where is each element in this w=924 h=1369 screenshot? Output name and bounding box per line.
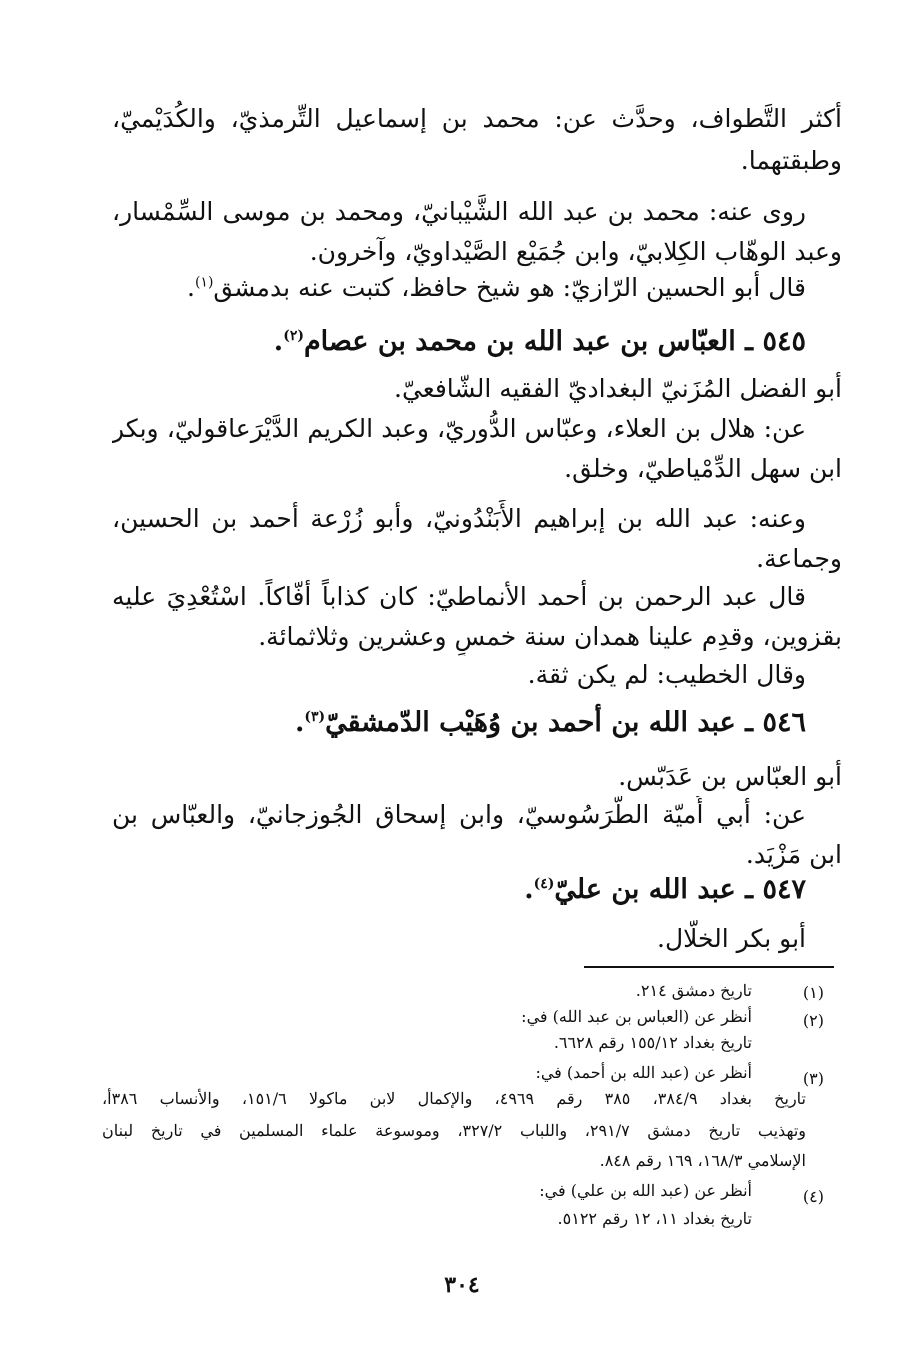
end-period: . [186,273,195,302]
footnote-line-5: تاريخ بغداد ٣٨٤/٩، ٣٨٥ رقم ٤٩٦٩، والإكمال لابن ماكولا ١٥١/٦، والأنساب ٣٨٦أ، [102,1089,806,1108]
footnote-line-8: أنظر عن (عبد الله بن علي) في: [539,1181,752,1200]
footnote-number-1: (١) [802,983,824,1002]
end-period: . [524,874,534,905]
entry-heading-546 [112,703,806,743]
footnote-number-4: (٤) [802,1187,824,1206]
body-line-6: أبو الفضل المُزَنيّ البغداديّ الفقيه الشّافعيّ. [394,374,842,403]
end-period: . [273,326,284,357]
body-line-4: وعبد الوهّاب الكِلابيّ، وابن جُمَيْع الصَّيْداويّ، وآخرون. [309,237,842,266]
footnote-line-6: وتهذيب تاريخ دمشق ٢٩١/٧، واللباب ٣٢٧/٢، وموسوعة علماء المسلمين في تاريخ لبنان [102,1121,806,1140]
entry-heading-546-text: ٥٤٦ ـ عبد الله بن أحمد بن وُهَيْب الدّمشقيّ [325,707,806,738]
body-line-11: قال عبد الرحمن بن أحمد الأنماطيّ: كان كذاباً أفّاكاً. اسْتُعْدِيَ عليه [112,582,806,611]
body-line-5 [112,269,806,307]
footnote-line-9: تاريخ بغداد ١١، ١٢ رقم ٥١٢٢. [557,1209,752,1228]
footnote-marker-2: (٢) [283,328,304,344]
body-line-14: أبو العبّاس بن عَدَبّس. [618,762,842,791]
body-line-16: ابن مَزْيَد. [745,840,842,869]
footnote-marker-1: (١) [194,274,214,291]
footnote-marker-3: (٣) [304,709,326,725]
body-line-7: عن: هلال بن العلاء، وعبّاس الدُّوريّ، وعبد الكريم الدَّيْرَعاقوليّ، وبكر [112,414,806,443]
footnote-line-7: الإسلامي ١٦٨/٣، ١٦٩ رقم ٨٤٨. [599,1151,806,1170]
body-line-9: وعنه: عبد الله بن إبراهيم الأَبَنْدُونيّ، وأبو زُرْعة أحمد بن الحسين، [112,504,806,533]
body-line-12: بقزوين، وقدِم علينا همدان سنة خمسٍ وعشرين وثلاثمائة. [258,622,842,651]
body-line-1: أكثر التَّطواف، وحدَّث عن: محمد بن إسماعيل التِّرمذيّ، والكُدَيْميّ، [112,104,842,133]
footnote-marker-4: (٤) [533,876,555,892]
footnote-number-2: (٢) [802,1011,824,1030]
footnote-divider [584,966,834,968]
footnote-number-3: (٣) [802,1069,824,1088]
body-line-10: وجماعة. [756,544,842,573]
footnote-line-2: أنظر عن (العباس بن عبد الله) في: [521,1007,752,1026]
footnote-line-4: أنظر عن (عبد الله بن أحمد) في: [535,1063,752,1082]
body-line-17: أبو بكر الخلّال. [657,924,806,953]
body-line-15: عن: أبي أُميّة الطَّرَسُوسيّ، وابن إسحاق الجُوزجانيّ، والعبّاس بن [112,800,806,829]
body-line-13: وقال الخطيب: لم يكن ثقة. [527,660,806,689]
page-number: ٣٠٤ [444,1272,480,1298]
body-line-5-text: قال أبو الحسين الرّازيّ: هو شيخ حافظ، كتبت عنه بدمشق [213,273,806,302]
entry-heading-545-text: ٥٤٥ ـ العبّاس بن عبد الله بن محمد بن عصام [303,326,806,357]
end-period: . [294,707,305,738]
entry-heading-547-text: ٥٤٧ ـ عبد الله بن عليّ [554,874,806,905]
entry-heading-545 [112,322,806,362]
body-line-2: وطبقتهما. [740,146,842,175]
body-line-3: روى عنه: محمد بن عبد الله الشَّيْبانيّ، ومحمد بن موسى السِّمْسار، [112,197,806,226]
body-line-8: ابن سهل الدِّمْياطيّ، وخلق. [564,454,842,483]
footnote-line-1: تاريخ دمشق ٢١٤. [635,981,752,1000]
footnote-line-3: تاريخ بغداد ١٥٥/١٢ رقم ٦٦٢٨. [553,1033,752,1052]
entry-heading-547 [112,870,806,910]
